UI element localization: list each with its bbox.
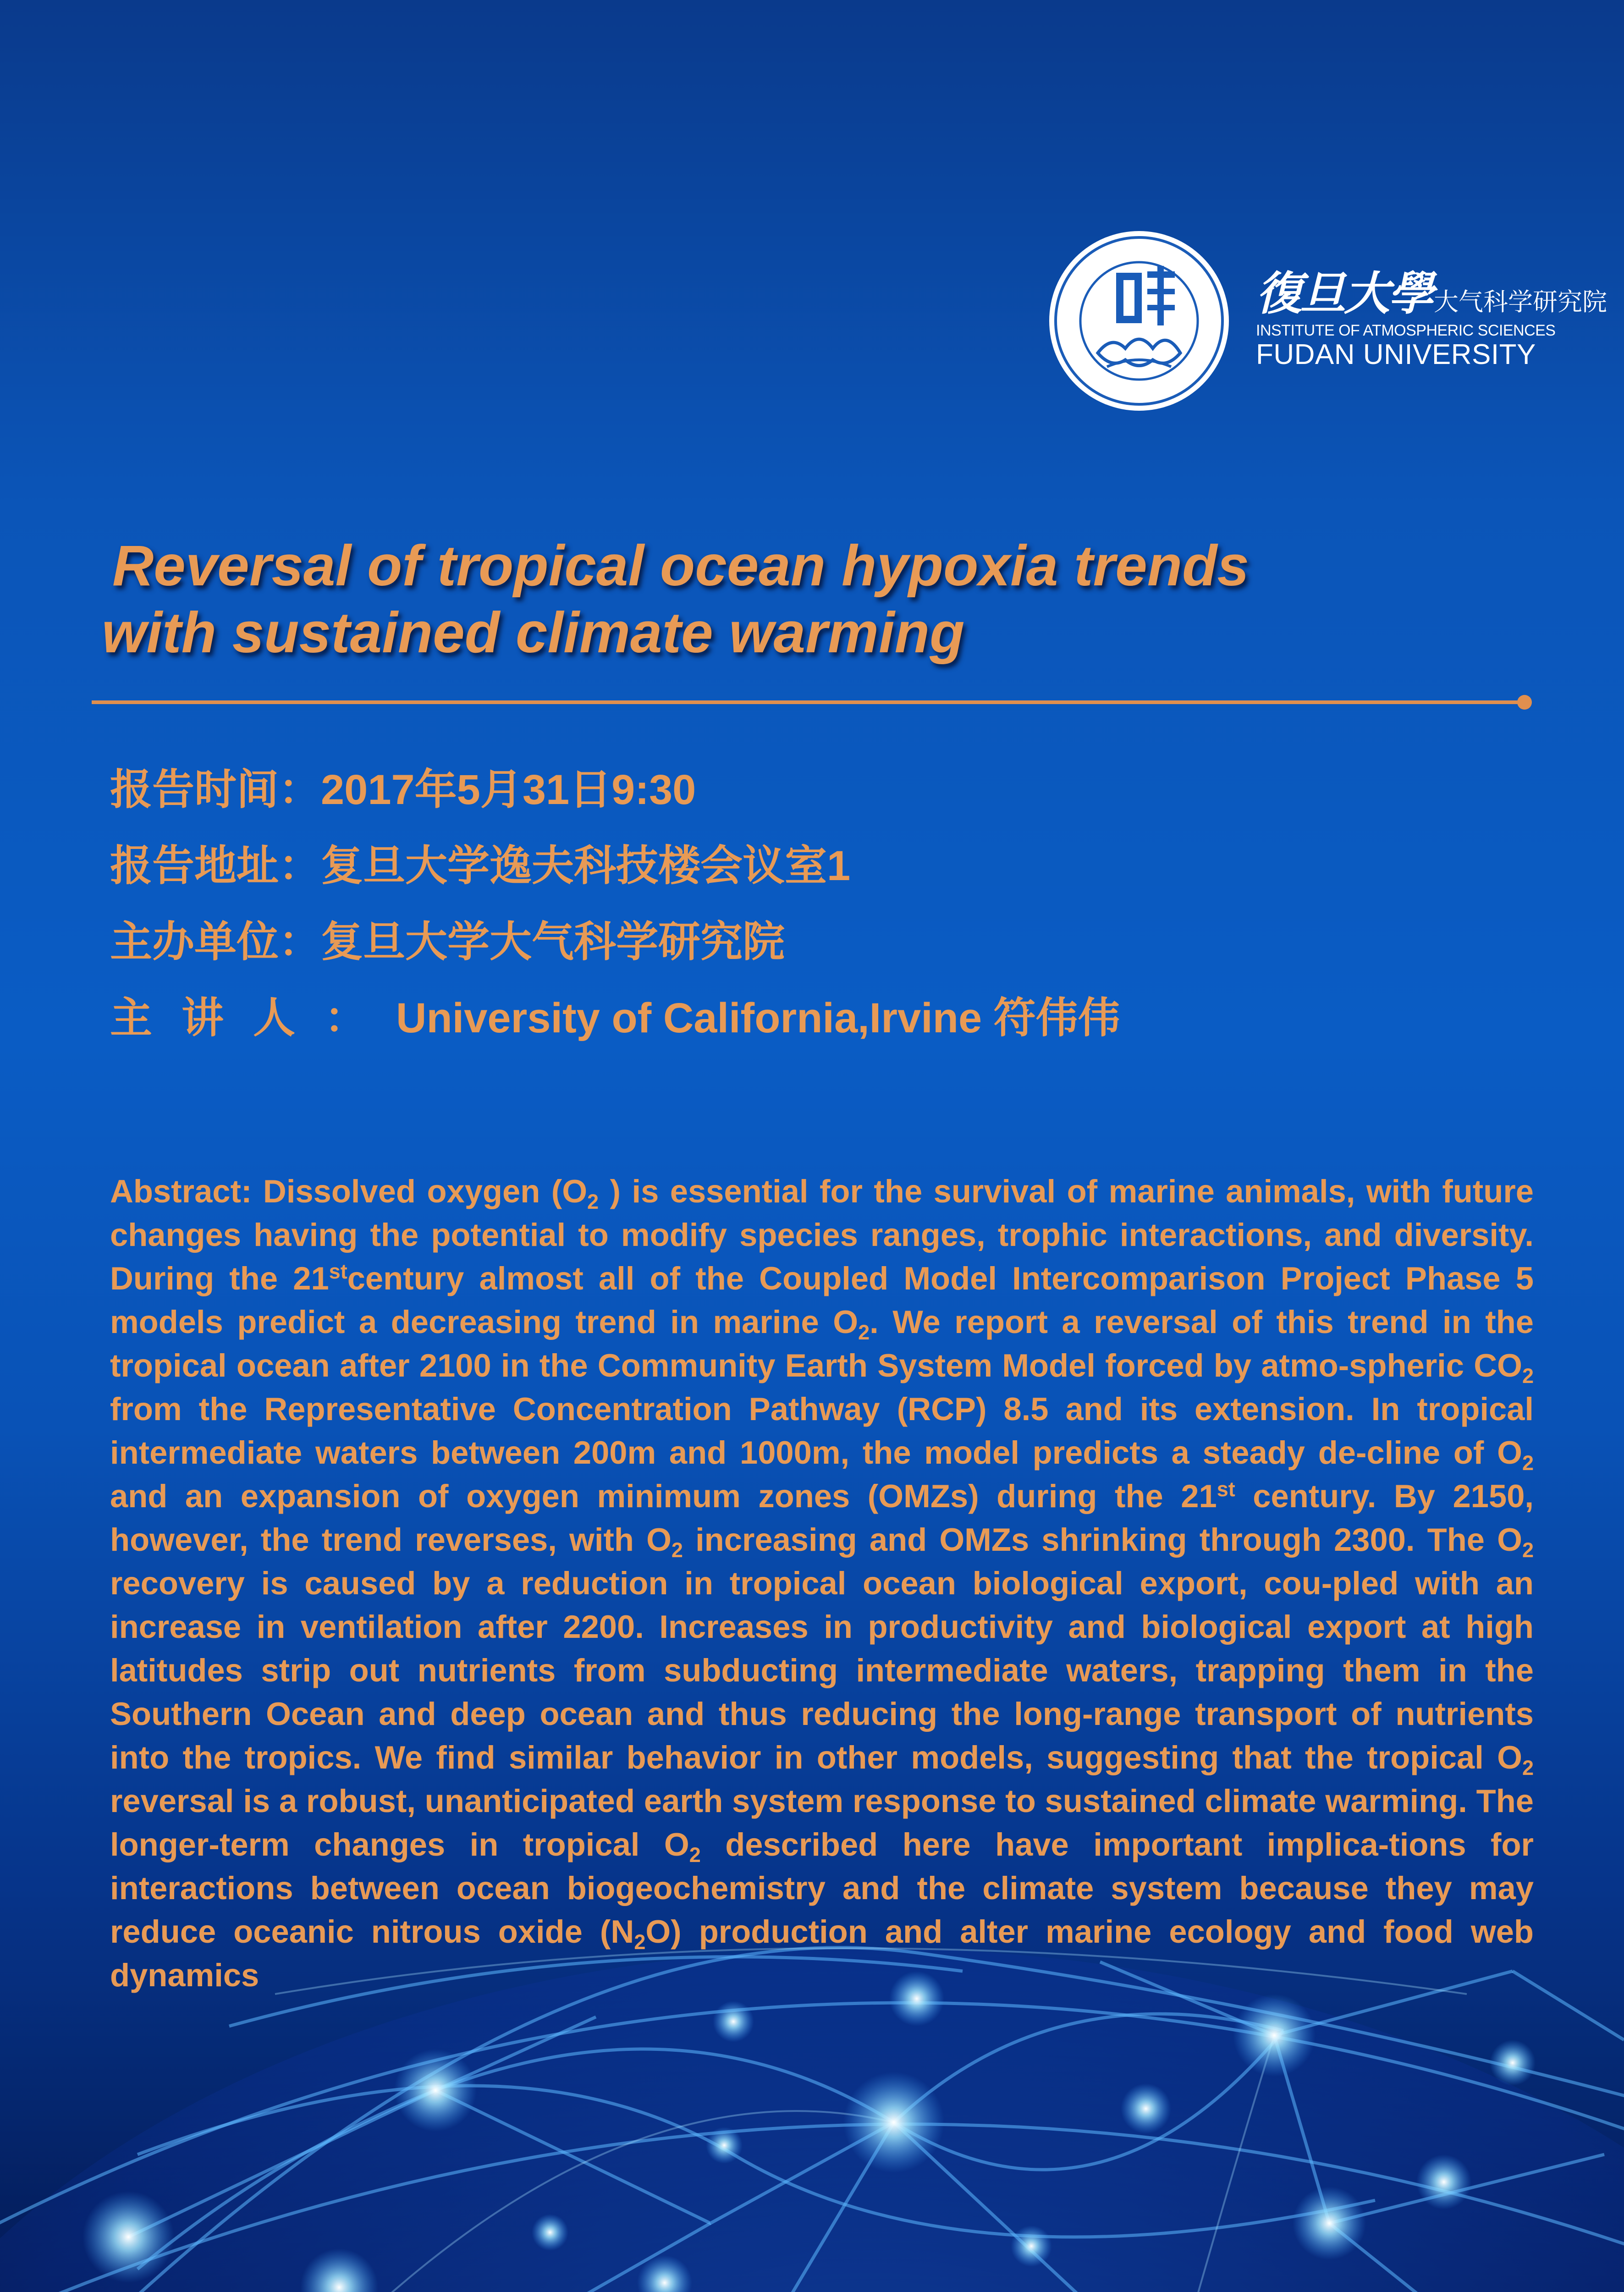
university-wordmark — [1256, 266, 1607, 370]
speaker-value: University of California,Irvine 符伟伟 — [396, 995, 1120, 1041]
talk-title-line-1: Reversal of tropical ocean hypoxia trends — [112, 534, 1249, 598]
info-row-time — [110, 756, 1120, 832]
host-label: 主办单位： — [110, 917, 321, 966]
place-value: 复旦大学逸夫科技楼会议室1 — [321, 843, 851, 889]
talk-info — [110, 756, 1120, 1061]
place-label: 报告地址： — [110, 841, 321, 890]
speaker-label: 主讲人： — [110, 993, 396, 1042]
info-row-speaker — [110, 985, 1120, 1061]
info-row-place — [110, 832, 1120, 909]
institute-name-cn: 大气科学研究院 — [1434, 287, 1607, 316]
talk-title-line-2: with sustained climate warming — [102, 601, 965, 665]
university-name-en: FUDAN UNIVERSITY — [1256, 339, 1536, 370]
time-label: 报告时间： — [110, 765, 321, 814]
title-divider — [92, 700, 1526, 704]
institute-name-en: INSTITUTE OF ATMOSPHERIC SCIENCES — [1256, 322, 1556, 339]
host-value: 复旦大学大气科学研究院 — [321, 919, 785, 965]
university-script-logo: 復旦大學 — [1256, 266, 1432, 320]
institute-seal-icon — [1047, 229, 1231, 413]
time-value: 2017年5月31日9:30 — [321, 766, 696, 813]
info-row-host — [110, 909, 1120, 985]
divider-dot — [1517, 695, 1532, 710]
abstract-text: Abstract: Dissolved oxygen ($O_2$ ) is essential for the survival of marine animals, with future changes having the potential to modify species ranges, trophic interactions, and diversity. During the 21stcentury almost all of the Coupled Model Intercomparison Project Phase 5 models predict a decreasing trend in marine $O_2$. We report a reversal of this trend in the tropical ocean after 2100 in the Community Earth System Model forced by atmo-spheric $CO_2$ from the Representative Concentration Pathway (RCP) 8.5 and its extension. In tropical intermediate waters between 200m and 1000m, the model predicts a steady de-cline of $O_2$ and an expansion of oxygen minimum zones (OMZs) during the 21st century. By 2150, however, the trend reverses, with $O_2$ increasing and OMZs shrinking through 2300. The $O_2$ recovery is caused by a reduction in tropical ocean biological export, cou-pled with an increase in ventilation after 2200. Increases in productivity and biological export at high latitudes strip out nutrients from subducting intermediate waters, trapping them in the Southern Ocean and deep ocean and thus reducing the long-range transport of nutrients into the tropics. We find similar behavior in other models, suggesting that the tropical $O_2$ reversal is a robust, unanticipated earth system response to sustained climate warming. The longer-term changes in tropical $O_2$ described here have important implica-tions for interactions between ocean biogeochemistry and the climate system because they may reduce oceanic nitrous oxide $(N_2O)$ production and alter marine ecology and food web dynamics — [110, 1173, 1534, 1993]
